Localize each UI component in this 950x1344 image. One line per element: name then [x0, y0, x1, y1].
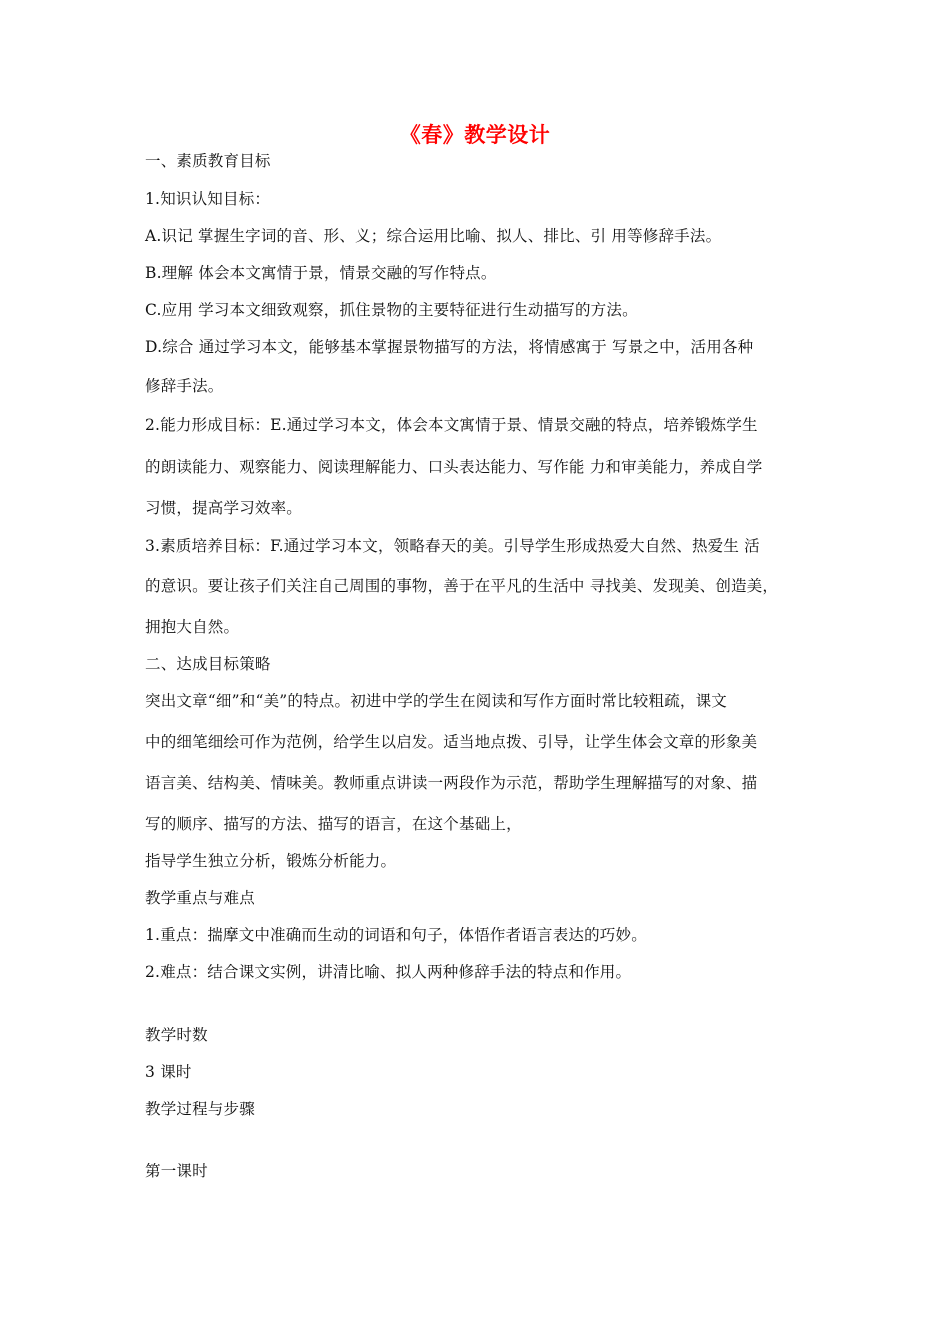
- paragraph-line: 1.重点：揣摩文中准确而生动的词语和句子，体悟作者语言表达的巧妙。: [145, 926, 647, 944]
- paragraph-line: B.理解 体会本文寓情于景，情景交融的写作特点。: [145, 264, 497, 282]
- paragraph-line: 修辞手法。: [145, 377, 224, 395]
- section-heading-quality-goals: 一、素质教育目标: [145, 152, 271, 170]
- subheading-knowledge-goals: 1.知识认知目标：: [145, 190, 271, 208]
- paragraph-line: 中的细笔细绘可作为范例，给学生以启发。适当地点拨、引导，让学生体会文章的形象美: [145, 733, 758, 751]
- paragraph-line: 写的顺序、描写的方法、描写的语言，在这个基础上，: [145, 815, 522, 833]
- paragraph-line: 3 课时: [145, 1063, 192, 1081]
- section-heading-process: 教学过程与步骤: [145, 1100, 255, 1118]
- paragraph-line: A.识记 掌握生字词的音、形、义；综合运用比喻、拟人、排比、引 用等修辞手法。: [145, 227, 722, 245]
- paragraph-line: 拥抱大自然。: [145, 618, 240, 636]
- section-heading-strategy: 二、达成目标策略: [145, 655, 271, 673]
- paragraph-line: 的意识。要让孩子们关注自己周围的事物，善于在平凡的生活中 寻找美、发现美、创造美，: [145, 577, 779, 595]
- section-heading-first-lesson: 第一课时: [145, 1162, 208, 1180]
- section-heading-key-points: 教学重点与难点: [145, 889, 255, 907]
- section-heading-class-hours: 教学时数: [145, 1026, 208, 1044]
- paragraph-line: C.应用 学习本文细致观察，抓住景物的主要特征进行生动描写的方法。: [145, 301, 638, 319]
- paragraph-line: 语言美、结构美、情味美。教师重点讲读一两段作为示范，帮助学生理解描写的对象、描: [145, 774, 758, 792]
- paragraph-line: D.综合 通过学习本文，能够基本掌握景物描写的方法，将情感寓于 写景之中，活用各种: [145, 338, 754, 356]
- document-title: 《春》教学设计: [399, 122, 551, 147]
- paragraph-line: 突出文章“细”和“美”的特点。初进中学的学生在阅读和写作方面时常比较粗疏，课文: [145, 692, 727, 710]
- paragraph-line: 3.素质培养目标：F.通过学习本文，领略春天的美。引导学生形成热爱大自然、热爱生 活: [145, 537, 760, 555]
- paragraph-line: 指导学生独立分析，锻炼分析能力。: [145, 852, 397, 870]
- paragraph-line: 的朗读能力、观察能力、阅读理解能力、口头表达能力、写作能 力和审美能力，养成自学: [145, 458, 763, 476]
- paragraph-line: 习惯，提高学习效率。: [145, 499, 303, 517]
- paragraph-line: 2.难点：结合课文实例，讲清比喻、拟人两种修辞手法的特点和作用。: [145, 963, 632, 981]
- paragraph-line: 2.能力形成目标：E.通过学习本文，体会本文寓情于景、情景交融的特点，培养锻炼学生: [145, 416, 758, 434]
